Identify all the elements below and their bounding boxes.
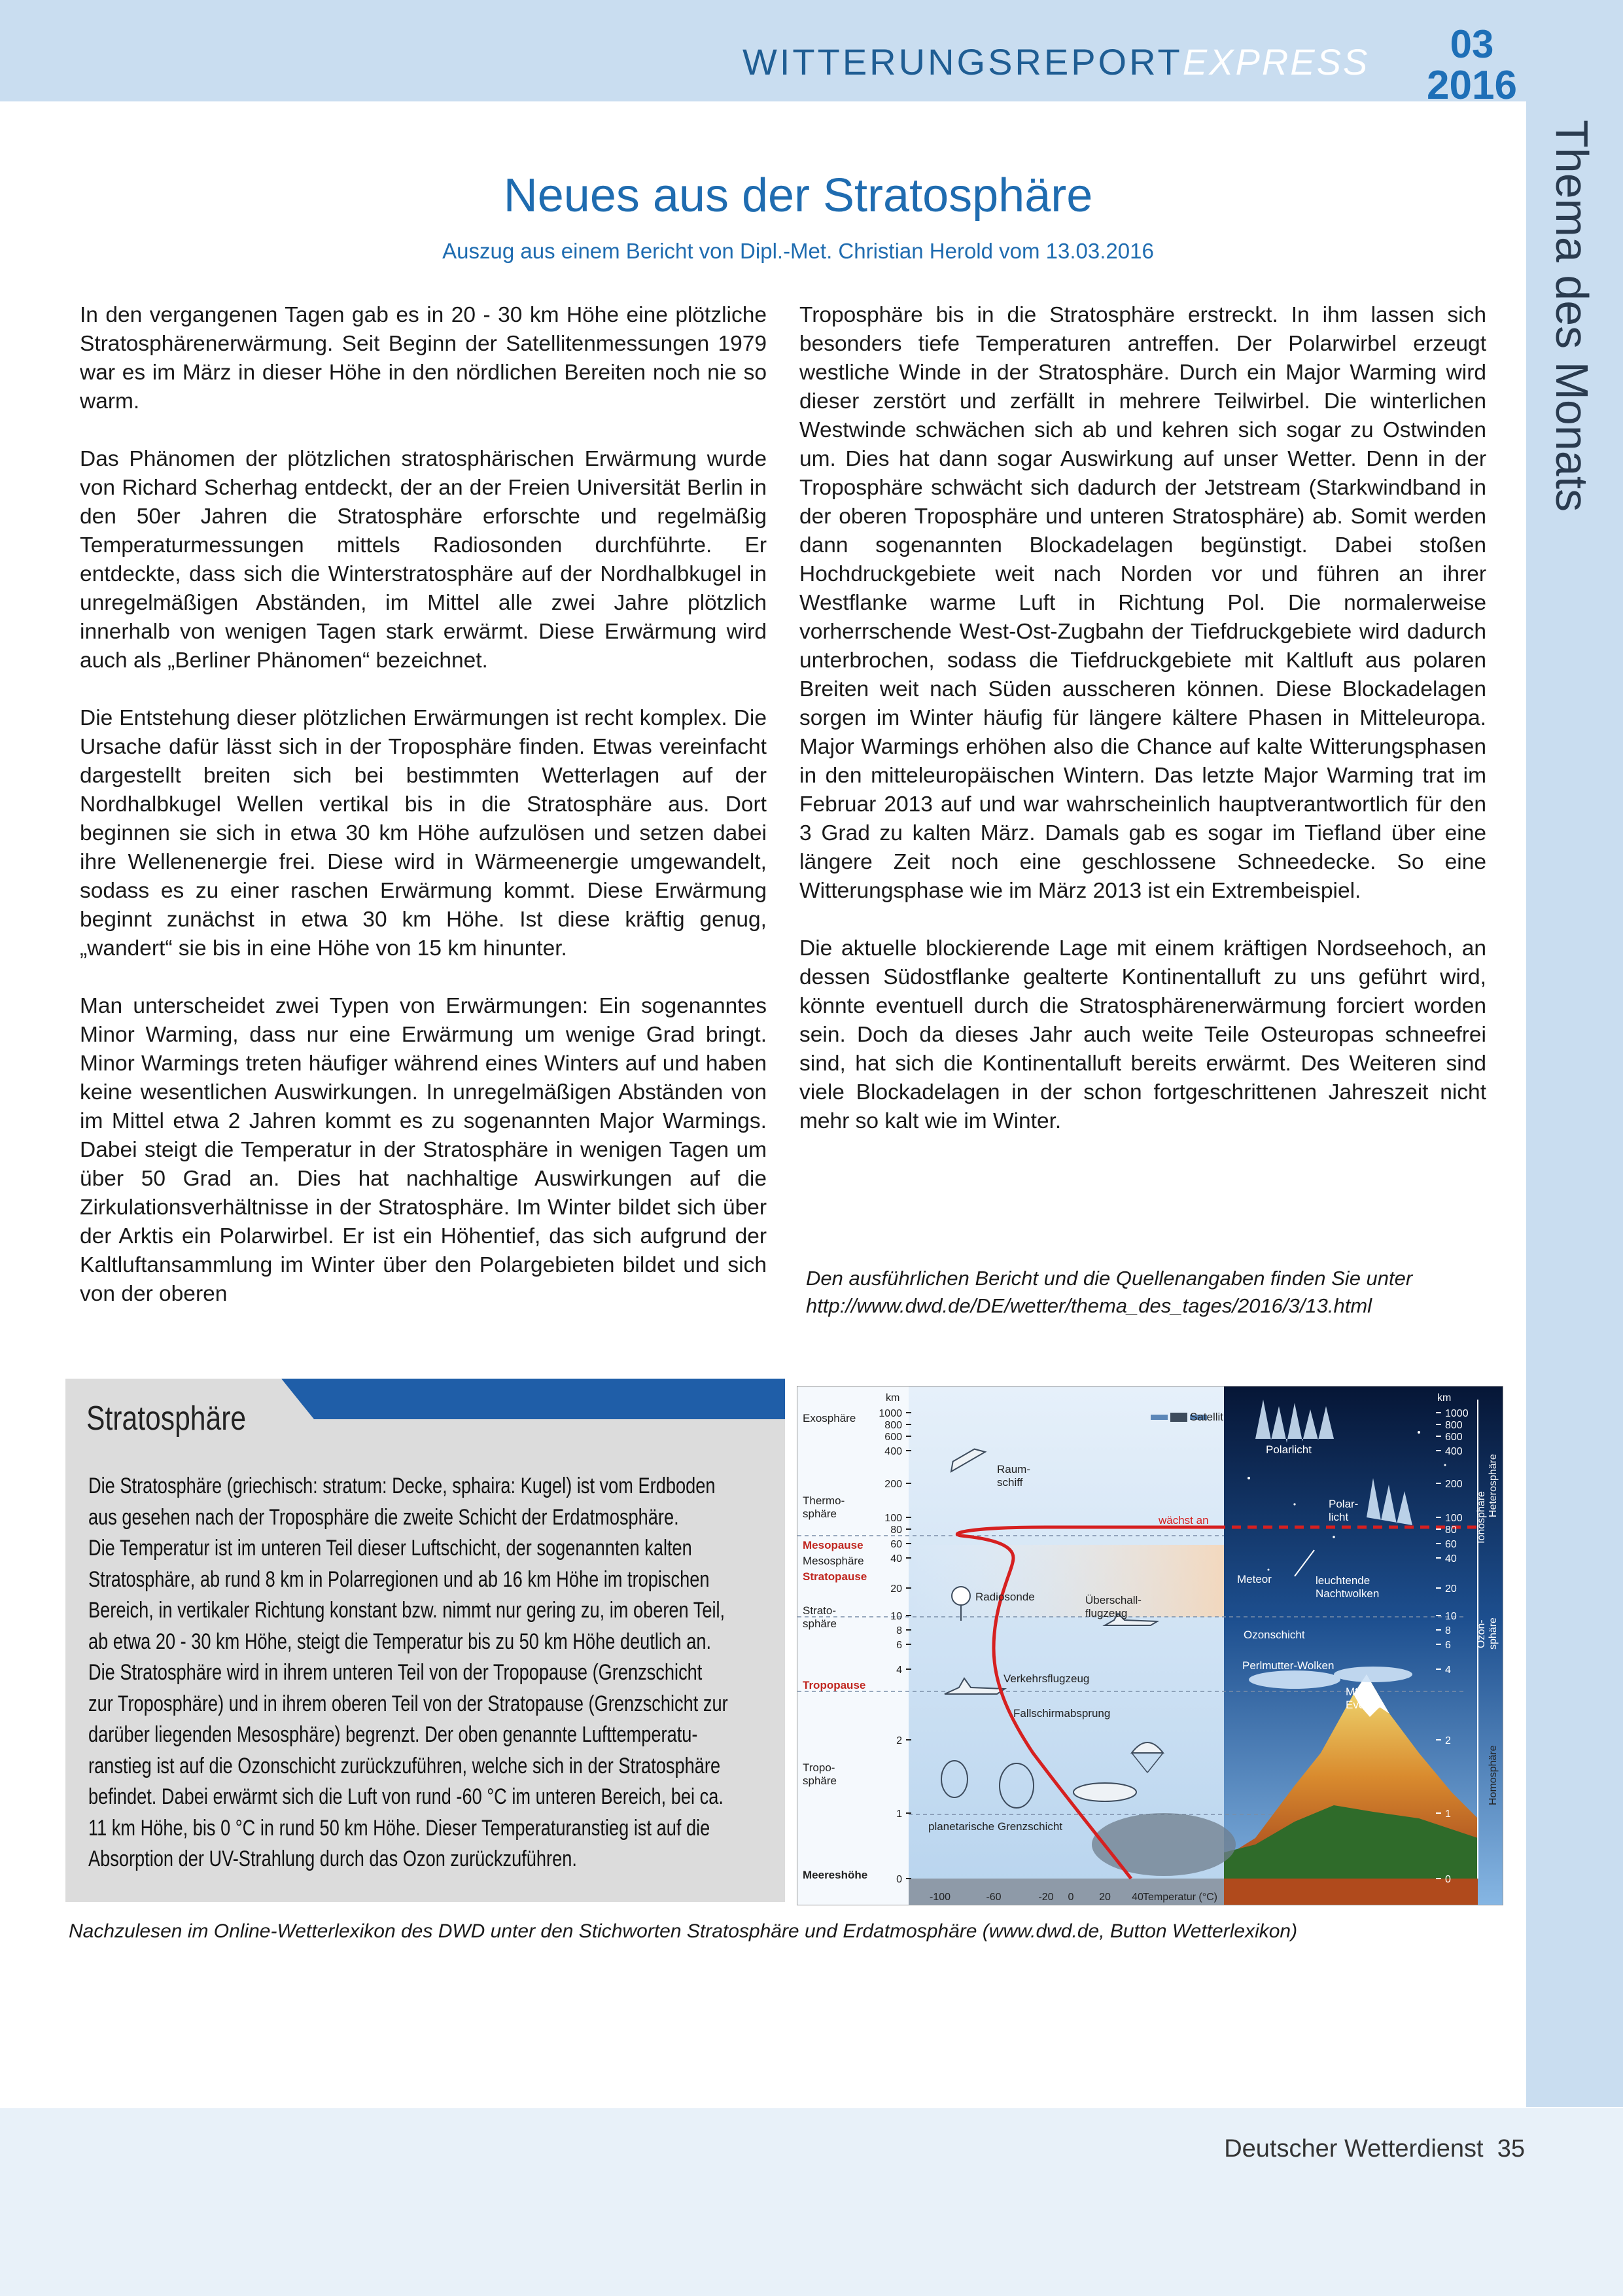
paragraph: Das Phänomen der plötzlichen stratosphärischen Erwärmung wurde von Richard Scherhag entdeckt, der an der Freien Universität Berlin in den 50er Jahren die Stratosphäre erforschte und regelmäßig Temperaturmessungen mittels Radiosonden durchführte. Er entdeckte, dass sich die Winterstratosphäre auf der Nordhalbkugel in unregelmäßigen Abständen, im Mittel alle zwei Jahre plötzlich innerhalb von wenigen Tagen stark erwärmt. Diese Erwärmung wird auch als „Berliner Phänomen“ bezeichnet. bbox=[80, 447, 767, 673]
label-heterosphere: Heterosphäre bbox=[1488, 1454, 1499, 1517]
label-supersonic-1: Überschall- bbox=[1085, 1594, 1142, 1606]
right-scale-label: 1000 bbox=[1445, 1408, 1469, 1419]
layer-mesopause: Mesopause bbox=[803, 1539, 864, 1551]
info-box-band bbox=[281, 1379, 785, 1424]
temperature-tick-label: 40 bbox=[1132, 1892, 1143, 1903]
layer-tropopause: Tropopause bbox=[803, 1679, 866, 1691]
left-scale-label: 40 bbox=[890, 1553, 902, 1564]
label-polar-light-2: licht bbox=[1329, 1511, 1349, 1523]
info-line: Die Stratosphäre wird in ihrem unteren Teil von der Tropopause (Grenzschicht bbox=[88, 1660, 703, 1685]
temperature-tick-label: -20 bbox=[1038, 1892, 1054, 1903]
info-box-heading: Stratosphäre bbox=[86, 1400, 247, 1438]
label-homosphere: Homosphäre bbox=[1488, 1745, 1499, 1805]
source-note-text: Den ausführlichen Bericht und die Quellenangaben finden Sie unter bbox=[806, 1267, 1413, 1290]
issue-month: 03 bbox=[1450, 22, 1494, 66]
label-spaceship-2: schiff bbox=[997, 1476, 1023, 1489]
info-line: Absorption der UV-Strahlung durch das Ozon zurückzuführen. bbox=[88, 1846, 577, 1871]
label-parachute: Fallschirmabsprung bbox=[1013, 1707, 1111, 1720]
info-line: ranstieg ist auf die Ozonschicht zurückzuführen, welche sich in der Stratosphäre bbox=[88, 1753, 721, 1778]
label-satellite: Satellit bbox=[1190, 1411, 1224, 1423]
label-noctilucent-1: leuchtende bbox=[1316, 1574, 1370, 1587]
paragraph: Die Entstehung dieser plötzlichen Erwärmungen ist recht komplex. Die Ursache dafür lässt sich in der Troposphäre finden. Etwas vereinfacht dargestellt breiten sich bei bestimmten Wetterlagen auf der Nordhalbkugel Wellen vertikal bis in die Stratosphäre aus. Dort beginnen sie sich in etwa 30 km Höhe aufzulösen und setzen dabei ihre Wellenenergie frei. Diese wird in Wärmeenergie umgewandelt, sodass es zu einer raschen Erwärmung kommt. Diese Erwärmung beginnt zunächst in etwa 30 km Höhe. Ist diese kräftig genug, „wandert“ sie bis in eine Höhe von 15 km hinunter. bbox=[80, 706, 767, 961]
layer-thermosphere-1: Thermo- bbox=[803, 1494, 845, 1507]
paragraph: Man unterscheidet zwei Typen von Erwärmungen: Ein sogenanntes Minor Warming, dass nur eine Erwärmung um wenige Grad bringt. Minor Warmings treten häufiger während eines Winters auf und haben keine wesentlichen Auswirkungen. In unregelmäßigen Abständen von im Mittel etwa 2 Jahren kommt es zu sogenannten Major Warmings. Dabei steigt die Temperatur in der Stratosphäre in wenigen Tagen um über 50 Grad an. Dies hat nachhaltige Auswirkungen auf die Zirkulationsverhältnisse in der Stratosphäre. Im Winter bildet sich über der Arktis ein Polarwirbel. Er ist ein Höhentief, das sich aufgrund der Kaltluftansammlung im Winter über den Polargebieten bildet und sich von der oberen bbox=[80, 994, 767, 1306]
info-line: befindet. Dabei erwärmt sich die Luft von rund -60 °C im unteren Bereich, bei ca. bbox=[88, 1784, 724, 1809]
label-ionosphere: Ionosphäre bbox=[1476, 1491, 1487, 1544]
right-scale-label: 100 bbox=[1445, 1513, 1463, 1524]
layer-thermosphere-2: sphäre bbox=[803, 1508, 837, 1520]
layer-stratosphere-1: Strato- bbox=[803, 1604, 837, 1617]
label-airliner: Verkehrsflugzeug bbox=[1003, 1672, 1090, 1685]
right-scale-label: 800 bbox=[1445, 1420, 1463, 1431]
left-scale-label: 0 bbox=[896, 1874, 902, 1885]
left-scale-label: 600 bbox=[884, 1432, 902, 1443]
label-radiosonde: Radiosonde bbox=[975, 1591, 1035, 1603]
unit-left: km bbox=[886, 1392, 900, 1404]
label-ozone-layer: Ozonschicht bbox=[1244, 1629, 1305, 1641]
publication-title bbox=[742, 41, 1369, 83]
info-line: Bereich, in vertikaler Richtung konstant bzw. nimmt nur gering zu, im oberen Teil, bbox=[88, 1598, 725, 1623]
title-main: WITTERUNGSREPORT bbox=[742, 41, 1183, 82]
temperature-tick-label: 20 bbox=[1099, 1892, 1111, 1903]
article-subtitle: Auszug aus einem Bericht von Dipl.-Met. Christian Herold vom 13.03.2016 bbox=[442, 239, 1154, 263]
layer-stratopause: Stratopause bbox=[803, 1570, 867, 1583]
left-scale-label: 10 bbox=[890, 1611, 902, 1622]
layer-mesosphere: Mesosphäre bbox=[803, 1555, 864, 1567]
info-line: Stratosphäre, ab rund 8 km in Polarregionen und ab 16 km Höhe im tropischen bbox=[88, 1566, 710, 1592]
left-scale-label: 80 bbox=[890, 1525, 902, 1536]
label-supersonic-2: flugzeug bbox=[1085, 1607, 1128, 1619]
article-column-right bbox=[799, 301, 1486, 1165]
article-column-left bbox=[80, 301, 767, 1337]
right-scale-label: 600 bbox=[1445, 1432, 1463, 1443]
label-meteor: Meteor bbox=[1237, 1573, 1272, 1585]
page-number: 35 bbox=[1497, 2135, 1525, 2163]
left-scale-label: 800 bbox=[884, 1420, 902, 1431]
info-box-body bbox=[88, 1471, 763, 1875]
left-scale-label: 20 bbox=[890, 1583, 902, 1595]
storm-cloud bbox=[1092, 1813, 1236, 1876]
title-accent: EXPRESS bbox=[1182, 41, 1370, 82]
diagram-left-label-strip bbox=[797, 1386, 909, 1905]
right-scale-label: 40 bbox=[1445, 1553, 1457, 1564]
temperature-tick-label: -100 bbox=[929, 1892, 951, 1903]
layer-exosphere: Exosphäre bbox=[803, 1412, 856, 1424]
info-line: Die Temperatur ist im unteren Teil dieser Luftschicht, der sogenannten kalten bbox=[88, 1536, 692, 1561]
left-scale-label: 1 bbox=[896, 1809, 902, 1820]
label-boundary-layer: planetarische Grenzschicht bbox=[928, 1820, 1063, 1833]
unit-right: km bbox=[1437, 1392, 1452, 1404]
layer-sea-level: Meereshöhe bbox=[803, 1869, 868, 1881]
warm-layer-band bbox=[909, 1545, 1224, 1617]
temperature-axis-label: Temperatur (°C) bbox=[1143, 1892, 1217, 1903]
left-scale-label: 100 bbox=[884, 1513, 902, 1524]
info-line: Die Stratosphäre (griechisch: stratum: Decke, sphaira: Kugel) ist vom Erdboden bbox=[88, 1474, 716, 1498]
right-scale-label: 4 bbox=[1445, 1665, 1451, 1676]
right-scale-label: 20 bbox=[1445, 1583, 1457, 1595]
atmosphere-diagram bbox=[797, 1386, 1503, 1905]
left-scale-label: 60 bbox=[890, 1539, 902, 1550]
issue-number bbox=[1420, 22, 1524, 108]
footer bbox=[1224, 2135, 1525, 2163]
right-scale-label: 1 bbox=[1445, 1809, 1451, 1820]
label-spaceship-1: Raum- bbox=[997, 1463, 1031, 1475]
label-everest-2: Everest bbox=[1346, 1699, 1384, 1711]
info-line: aus gesehen nach der Troposphäre die zweite Schicht der Erdatmosphäre. bbox=[88, 1504, 679, 1530]
side-title-text: Thema des Monats bbox=[1546, 120, 1597, 512]
left-scale-label: 200 bbox=[884, 1479, 902, 1490]
info-line: zur Troposphäre) und in ihrem oberen Teil von der Stratopause (Grenzschicht zur bbox=[88, 1691, 728, 1716]
right-scale-label: 60 bbox=[1445, 1539, 1457, 1550]
label-ozonosphere-1: Ozon- bbox=[1476, 1619, 1487, 1648]
layer-troposphere-2: sphäre bbox=[803, 1775, 837, 1787]
source-url[interactable]: http://www.dwd.de/DE/wetter/thema_des_tages/2016/3/13.html bbox=[806, 1294, 1372, 1317]
info-line: darüber liegenden Mesosphäre) begrenzt. Der oben genannte Lufttemperatu- bbox=[88, 1722, 698, 1747]
paragraph: Die aktuelle blockierende Lage mit einem kräftigen Nordseehoch, an dessen Südostflanke gealterte Kontinentalluft zu uns geführt wird, könnte eventuell durch die Stratosphärenerwärmung forciert worden sein. Doch da dieses Jahr auch weite Teile Osteuropas schneefrei sind, hat sich die Kontinentalluft bereits erwärmt. Des Weiteren sind viele Blockadelagen in der schon fortgeschrittenen Jahreszeit nicht mehr so kalt wie im Winter. bbox=[799, 936, 1486, 1133]
issue-year: 2016 bbox=[1427, 63, 1517, 108]
temperature-tick-label: 0 bbox=[1068, 1892, 1074, 1903]
right-scale-label: 6 bbox=[1445, 1640, 1451, 1651]
label-everest-1: Mt. bbox=[1346, 1686, 1361, 1698]
label-ozonosphere-2: sphäre bbox=[1488, 1617, 1499, 1650]
source-note bbox=[806, 1265, 1512, 1320]
left-scale-label: 1000 bbox=[879, 1408, 902, 1419]
paragraph: In den vergangenen Tagen gab es in 20 - 30 km Höhe eine plötzliche Stratosphärenerwärmung. Seit Beginn der Satellitenmessungen 1979 war es im März in dieser Höhe in den nördlichen Bereiten noch nie so warm. bbox=[80, 303, 767, 414]
paragraph: Troposphäre bis in die Stratosphäre erstreckt. In ihm lassen sich besonders tiefe Temperaturen antreffen. Der Polarwirbel erzeugt westliche Winde in der Stratosphäre. Durch ein Major Warming wird dieser zerstört und zerfällt in mehrere Teilwirbel. Die winterlichen Westwinde schwächen sich ab und kehren sich sogar zu Ostwinden um. Dies hat dann sogar Auswirkung auf unser Wetter. Denn in der Troposphäre schwächt sich dadurch der Jetstream (Starkwindband in der oberen Troposphäre und unteren Stratosphäre) ab. Somit werden dann sogenannten Blockadelagen begünstigt. Dabei stoßen Hochdruckgebiete weit nach Norden vor und führen an ihrer Westflanke warme Luft in Richtung Pol. Die normalerweise vorherrschende West-Ost-Zugbahn der Tiefdruckgebiete wird dadurch unterbrochen, sodass die Tiefdruckgebiete mit Kaltluft aus polaren Breiten weit nach Süden ausscheren können. Diese Blockadelagen sorgen im Winter häufig für längere kältere Phasen in Mitteleuropa. Major Warmings erhöhen also die Chance auf kalte Witterungsphasen in den mitteleuropäischen Wintern. Das letzte Major Warming trat im Februar 2013 auf und war wahrscheinlich hauptverantwortlich für den 3 Grad zu kalten März. Damals gab es sogar im Tiefland über eine längere Zeit noch eine geschlossene Schneedecke. So eine Witterungsphase wie im März 2013 ist ein Extrembeispiel. bbox=[799, 303, 1486, 903]
airship-icon bbox=[1073, 1783, 1136, 1801]
right-scale-label: 2 bbox=[1445, 1735, 1451, 1746]
info-line: 11 km Höhe, bis 0 °C in rund 50 km Höhe. Dieser Temperaturanstieg ist auf die bbox=[88, 1815, 710, 1841]
left-scale-label: 400 bbox=[884, 1446, 902, 1457]
layer-stratosphere-2: sphäre bbox=[803, 1617, 837, 1630]
figure-caption: Nachzulesen im Online-Wetterlexikon des DWD unter den Stichworten Stratosphäre und Erdatmosphäre (www.dwd.de, Button Wetterlexikon) bbox=[69, 1920, 1298, 1942]
article-title: Neues aus der Stratosphäre bbox=[503, 169, 1093, 222]
label-noctilucent-2: Nachtwolken bbox=[1316, 1587, 1380, 1600]
info-line: ab etwa 20 - 30 km Höhe, steigt die Temperatur bis zu 50 km Höhe deutlich an. bbox=[88, 1629, 712, 1654]
right-scale-label: 200 bbox=[1445, 1479, 1463, 1490]
layer-troposphere-1: Tropo- bbox=[803, 1761, 835, 1774]
left-scale-label: 4 bbox=[896, 1665, 902, 1676]
left-scale-label: 2 bbox=[896, 1735, 902, 1746]
right-scale-label: 80 bbox=[1445, 1525, 1457, 1536]
label-increases: wächst an bbox=[1159, 1514, 1209, 1527]
label-nacreous: Perlmutter-Wolken bbox=[1242, 1659, 1335, 1672]
side-title bbox=[1524, 120, 1622, 512]
footer-publisher: Deutscher Wetterdienst bbox=[1224, 2135, 1484, 2163]
temperature-tick-label: -60 bbox=[986, 1892, 1002, 1903]
right-scale-label: 10 bbox=[1445, 1611, 1457, 1622]
right-scale-label: 8 bbox=[1445, 1625, 1451, 1636]
left-scale-label: 6 bbox=[896, 1640, 902, 1651]
label-polar-light-1: Polar- bbox=[1329, 1498, 1359, 1510]
left-scale-label: 8 bbox=[896, 1625, 902, 1636]
label-aurora: Polarlicht bbox=[1266, 1443, 1312, 1456]
right-scale-label: 400 bbox=[1445, 1446, 1463, 1457]
right-scale-label: 0 bbox=[1445, 1874, 1451, 1885]
